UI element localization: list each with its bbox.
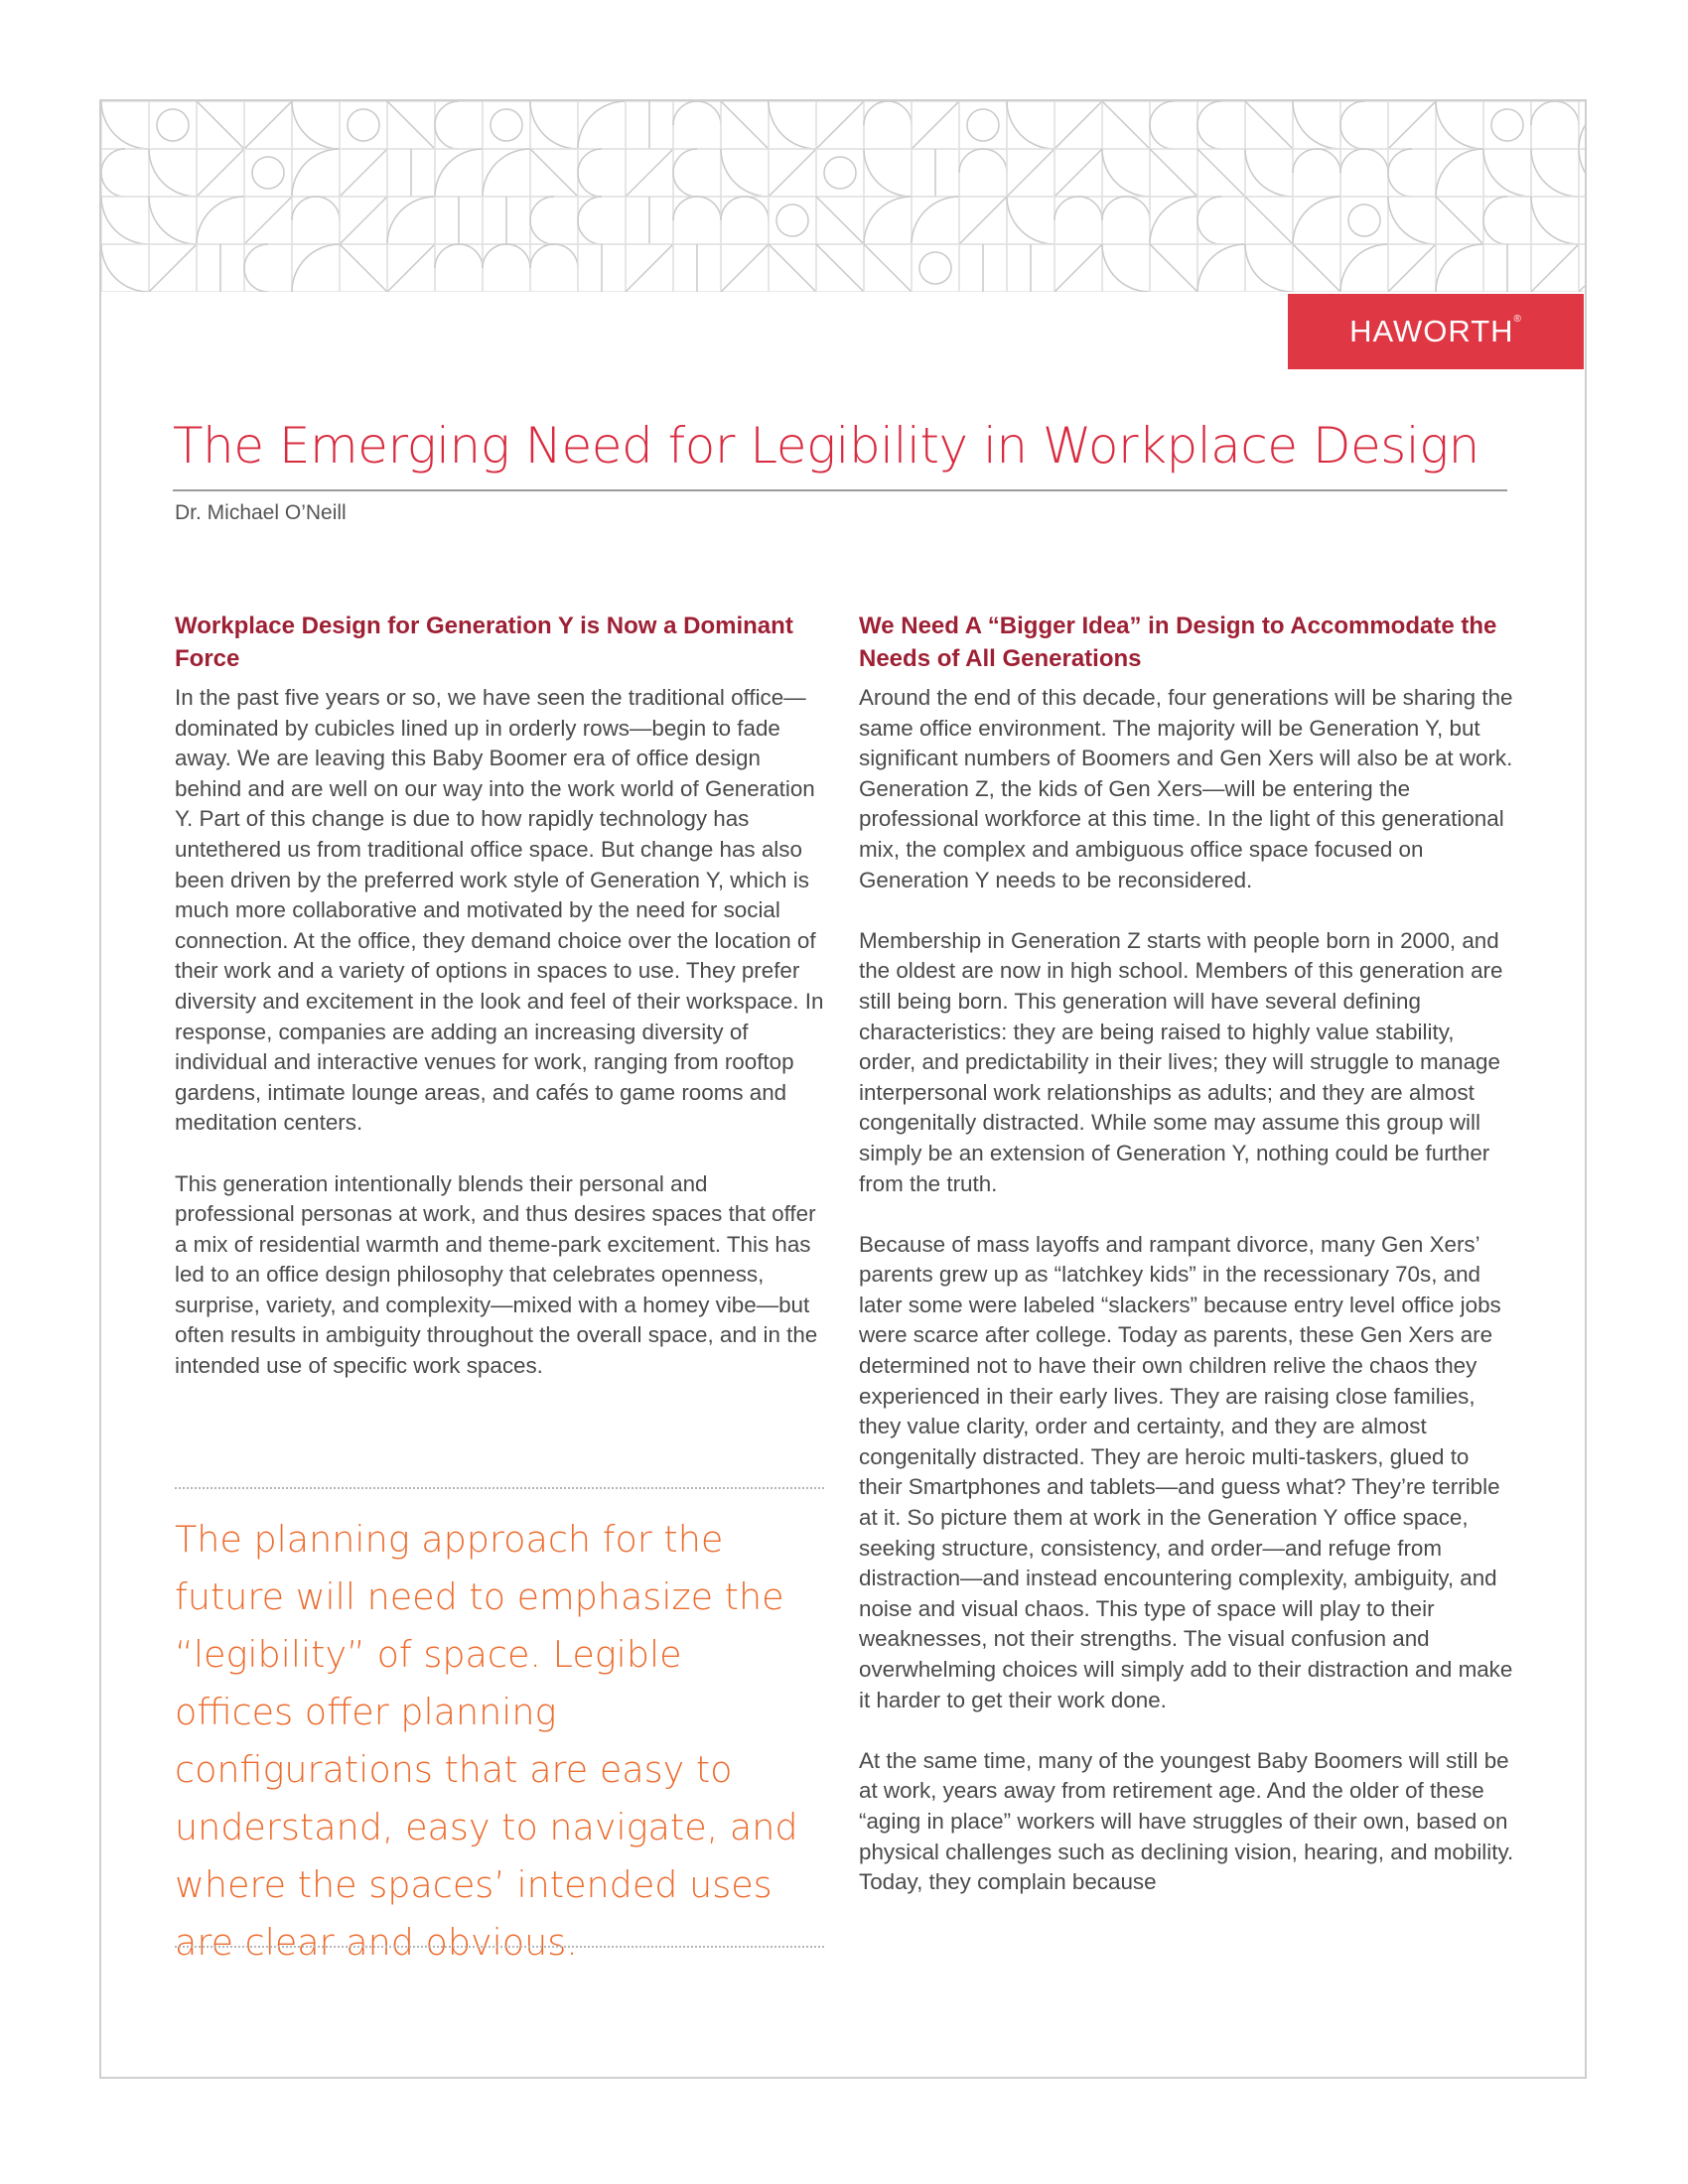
right-column-heading: We Need A “Bigger Idea” in Design to Accommodate the Needs of All Generations bbox=[859, 613, 1497, 672]
page-title: The Emerging Need for Legibility in Workplace Design bbox=[173, 417, 1479, 475]
pull-quote: The planning approach for the future will need to emphasize the “legibility” of space. Legible offices offer planning configurations that are easy to understand, easy to navigate, and where the spaces’ intended uses are clear and obvious. bbox=[175, 1518, 798, 1964]
left-paragraph-1: In the past five years or so, we have seen the traditional office—dominated by cubicles lined up in orderly rows—begin to fade away. We are leaving this Baby Boomer era of office design behind and are well on our way into the work world of Generation Y. Part of this change is due to how rapidly technology has untethered us from traditional office space. But change has also been driven by the preferred work style of Generation Y, which is much more collaborative and motivated by the need for social connection. At the office, they demand choice over the location of their work and a variety of options in spaces to use. They prefer diversity and excitement in the look and feel of their workspace. In response, companies are adding an increasing diversity of individual and interactive venues for work, ranging from rooftop gardens, intimate lounge areas, and cafés to game rooms and meditation centers. bbox=[175, 685, 824, 1136]
left-column bbox=[175, 610, 830, 1412]
haworth-logo bbox=[1288, 294, 1584, 369]
pull-quote-bottom-divider bbox=[175, 1946, 824, 1948]
right-paragraph-2: Membership in Generation Z starts with people born in 2000, and the oldest are now in high school. Members of this generation are still being born. This generation will have several defining characteristics: they are being raised to highly value stability, order, and predictability in their lives; they will struggle to manage interpersonal work relationships as adults; and they are almost congenitally distracted. While some may assume this group will simply be an extension of Generation Y, nothing could be further from the truth. bbox=[859, 927, 1503, 1196]
right-paragraph-1: Around the end of this decade, four generations will be sharing the same office environment. The majority will be Generation Y, but significant numbers of Boomers and Gen Xers will also be at work. Generation Z, the kids of Gen Xers—will be entering the professional workforce at this time. In the light of this generational mix, the complex and ambiguous office space focused on Generation Y needs to be reconsidered. bbox=[859, 685, 1513, 892]
left-paragraph-2: This generation intentionally blends their personal and professional personas at work, and thus desires spaces that offer a mix of residential warmth and theme-park excitement. This has led to an office design philosophy that celebrates openness, surprise, variety, and complexity—mixed with a homey vibe—but often results in ambiguity throughout the overall space, and in the intended use of specific work spaces. bbox=[175, 1170, 818, 1379]
pull-quote-top-divider bbox=[175, 1487, 824, 1489]
right-column bbox=[859, 610, 1514, 1928]
right-paragraph-3: Because of mass layoffs and rampant divorce, many Gen Xers’ parents grew up as “latchkey kids” in the recessionary 70s, and later some were labeled “slackers” because entry level office jobs were scarce after college. Today as parents, these Gen Xers are determined not to have their own children relive the chaos they experienced in their early lives. They are raising close families, they value clarity, order and certainty, and they are almost congenitally distracted. They are heroic multi-taskers, glued to their Smartphones and tablets—and guess what? They’re terrible at it. So picture them at work in the Generation Y office space, seeking structure, consistency, and order—and refuge from distraction—and instead encountering complexity, ambiguity, and noise and visual chaos. This type of space will play to their weaknesses, not their strengths. The visual confusion and overwhelming choices will simply add to their distraction and make it harder to get their work done. bbox=[859, 1231, 1513, 1712]
left-column-heading: Workplace Design for Generation Y is Now a Dominant Force bbox=[175, 613, 793, 672]
geometric-pattern-banner bbox=[101, 101, 1585, 292]
author-name: Dr. Michael O’Neill bbox=[175, 501, 347, 524]
title-divider bbox=[173, 489, 1507, 491]
logo-text: HAWORTH® bbox=[1349, 314, 1522, 348]
right-paragraph-4: At the same time, many of the youngest Baby Boomers will still be at work, years away from retirement age. And the older of these “aging in place” workers will have struggles of their own, based on physical challenges such as declining vision, hearing, and mobility. Today, they complain because bbox=[859, 1747, 1514, 1895]
